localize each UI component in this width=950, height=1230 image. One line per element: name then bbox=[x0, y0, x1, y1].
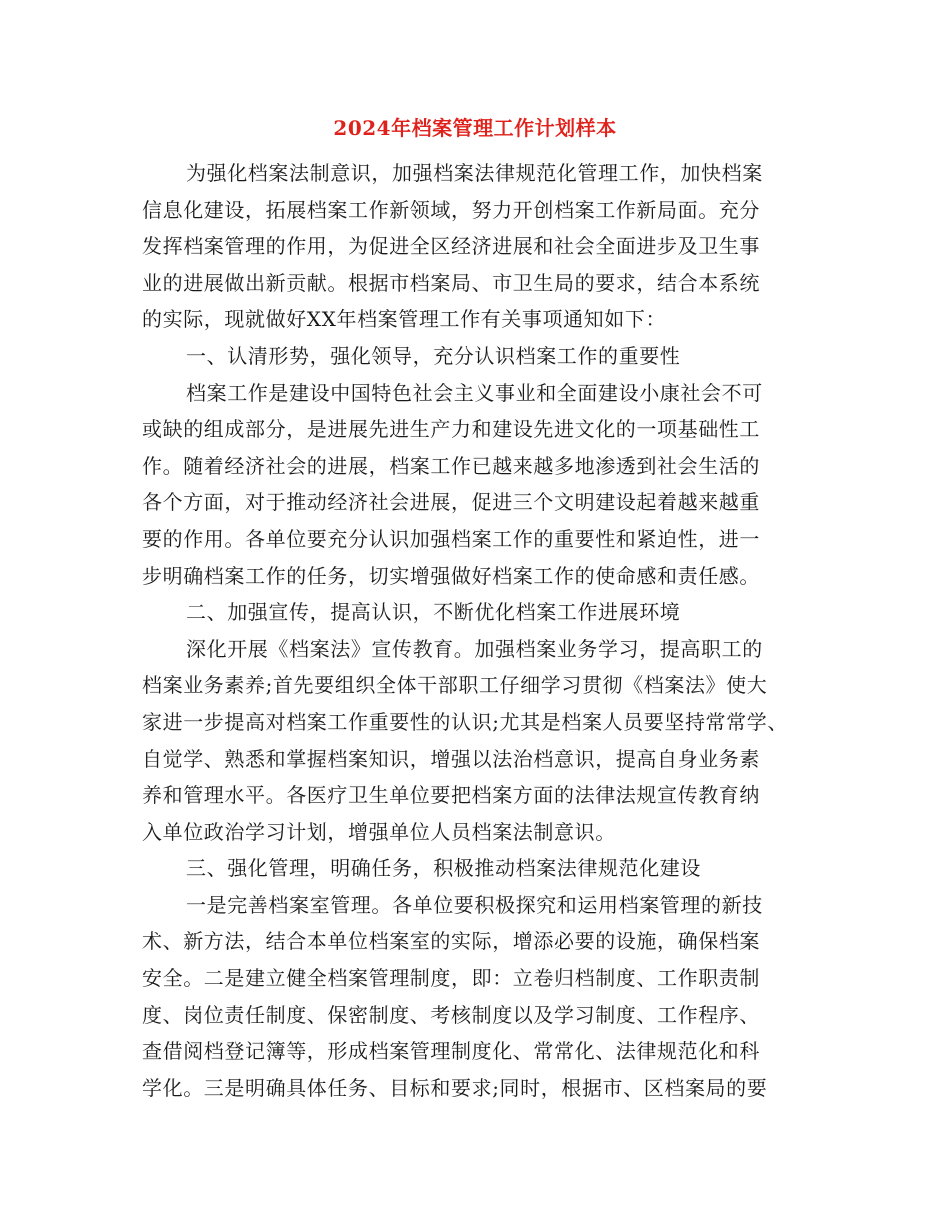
text-line: 自觉学、熟悉和掌握档案知识，增强以法治档意识，提高自身业务素 bbox=[142, 746, 760, 771]
text-line: 二、加强宣传，提高认识，不断优化档案工作进展环境 bbox=[186, 600, 681, 625]
text-line: 学化。三是明确具体任务、目标和要求;同时，根据市、区档案局的要 bbox=[142, 1075, 768, 1100]
text-line: 档案业务素养;首先要组织全体干部职工仔细学习贯彻《档案法》使大 bbox=[142, 673, 768, 698]
text-line: 入单位政治学习计划，增强单位人员档案法制意识。 bbox=[142, 819, 616, 844]
text-line: 作。随着经济社会的进展，档案工作已越来越多地渗透到社会生活的 bbox=[142, 453, 760, 478]
text-line: 信息化建设，拓展档案工作新领域，努力开创档案工作新局面。充分 bbox=[142, 197, 760, 222]
text-line: 术、新方法，结合本单位档案室的实际，增添必要的设施，确保档案 bbox=[142, 929, 760, 954]
text-line: 或缺的组成部分，是进展先进生产力和建设先进文化的一项基础性工 bbox=[142, 417, 760, 442]
text-line: 档案工作是建设中国特色社会主义事业和全面建设小康社会不可 bbox=[186, 380, 763, 405]
text-line: 各个方面，对于推动经济社会进展，促进三个文明建设起着越来越重 bbox=[142, 490, 760, 515]
text-line: 家进一步提高对档案工作重要性的认识;尤其是档案人员要坚持常常学、 bbox=[142, 709, 788, 734]
text-line: 步明确档案工作的任务，切实增强做好档案工作的使命感和责任感。 bbox=[142, 563, 760, 588]
document-body bbox=[142, 155, 822, 1106]
text-line: 发挥档案管理的作用，为促进全区经济进展和社会全面进步及卫生事 bbox=[142, 234, 760, 259]
text-line: 养和管理水平。各医疗卫生单位要把档案方面的法律法规宣传教育纳 bbox=[142, 783, 760, 808]
text-line: 深化开展《档案法》宣传教育。加强档案业务学习，提高职工的 bbox=[186, 636, 763, 661]
text-line: 安全。二是建立健全档案管理制度，即：立卷归档制度、工作职责制 bbox=[142, 966, 760, 991]
text-line: 业的进展做出新贡献。根据市档案局、市卫生局的要求，结合本系统 bbox=[142, 270, 760, 295]
text-line: 一是完善档案室管理。各单位要积极探究和运用档案管理的新技 bbox=[186, 892, 763, 917]
text-line: 的实际，现就做好XX年档案管理工作有关事项通知如下： bbox=[142, 307, 667, 332]
text-line: 为强化档案法制意识，加强档案法律规范化管理工作，加快档案 bbox=[186, 161, 763, 185]
text-line: 要的作用。各单位要充分认识加强档案工作的重要性和紧迫性，进一 bbox=[142, 526, 760, 551]
text-line: 查借阅档登记簿等，形成档案管理制度化、常常化、法律规范化和科 bbox=[142, 1039, 760, 1064]
document-title: 2024年档案管理工作计划样本 bbox=[333, 116, 617, 140]
text-line: 三、强化管理，明确任务，积极推动档案法律规范化建设 bbox=[186, 856, 701, 881]
text-line: 度、岗位责任制度、保密制度、考核制度以及学习制度、工作程序、 bbox=[142, 1002, 760, 1027]
text-line: 一、认清形势，强化领导，充分认识档案工作的重要性 bbox=[186, 343, 681, 368]
